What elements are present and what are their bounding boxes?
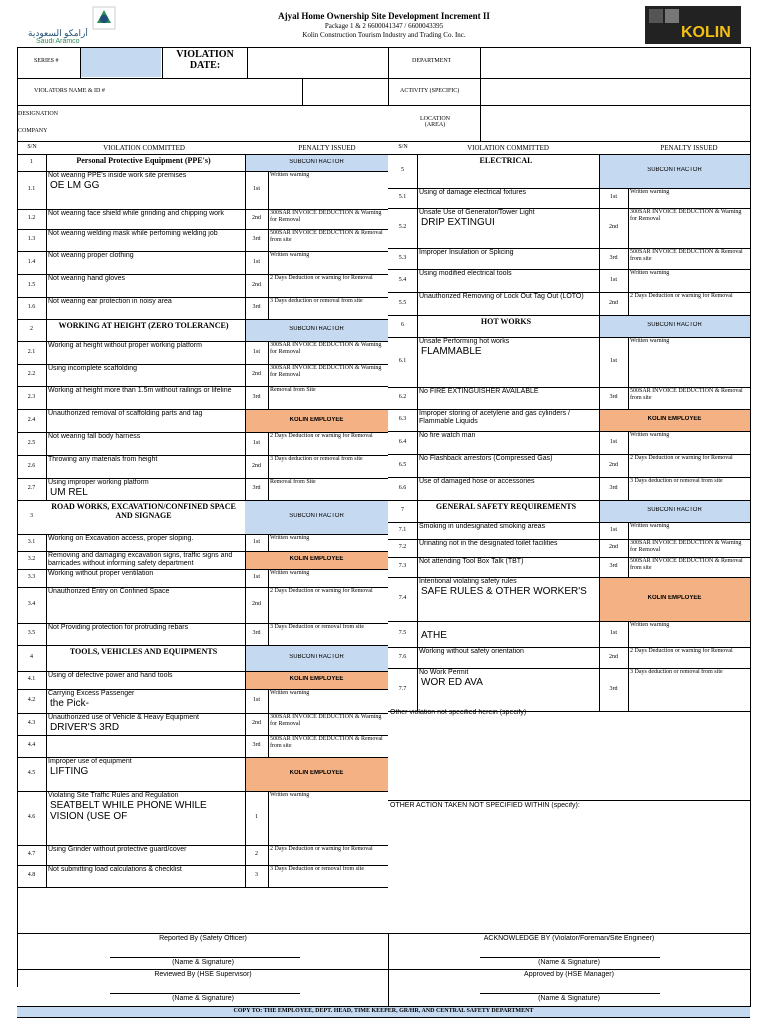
row-tier: 2nd xyxy=(252,720,261,726)
row-violation-text: Using modified electrical tools xyxy=(419,270,512,277)
row-sn: 5.1 xyxy=(398,194,407,200)
row-tier: 1st xyxy=(252,574,260,580)
row-violation-text: Working on Excavation access, proper sloping. xyxy=(48,535,194,542)
section-title: WORKING AT HEIGHT (ZERO TOLERANCE) xyxy=(58,321,229,330)
violators-name-label: VIOLATORS NAME & ID # xyxy=(34,88,105,94)
row-violation-text: No Work Permit xyxy=(419,669,469,676)
row-sn: 6.3 xyxy=(398,416,407,422)
row-violation-text: Not wearing ear protection in noisy area xyxy=(48,298,172,305)
row-sn: 1.4 xyxy=(27,258,36,265)
acknowledge-by-label: ACKNOWLEDGE BY (Violator/Foreman/Site Engineer) xyxy=(483,935,655,942)
row-sn: 4.6 xyxy=(27,814,36,820)
row-violation-text: Improper Insulation or Splicing xyxy=(419,249,514,256)
row-violation-text: Not wearing face shield while grinding and chipping work xyxy=(48,210,224,217)
row-sn: 4.7 xyxy=(27,851,36,857)
row-tier: 1st xyxy=(252,439,260,446)
kolin-logo xyxy=(645,6,741,44)
header-company: Kolin Construction Tourism Industry and Trading Co. Inc. xyxy=(302,31,466,39)
designation-label: DESIGNATION xyxy=(18,111,58,117)
reviewed-by-label: Reviewed By (HSE Supervisor) xyxy=(154,971,252,978)
row-tier: 3 xyxy=(255,872,258,878)
row-tier: 1st xyxy=(252,697,260,703)
row-violation-text: Unauthorized use of Vehicle & Heavy Equipment xyxy=(48,714,199,721)
sn-header-left: S/N xyxy=(27,144,37,150)
row-tier: 2nd xyxy=(252,601,261,607)
row-sn: 5.4 xyxy=(398,276,407,283)
other-violation-label: Other violation not specified herein (specify) xyxy=(390,709,527,716)
row-sn: 7.2 xyxy=(398,544,407,550)
row-penalty: 2 Days Deduction or warning for Removal xyxy=(630,648,733,654)
row-sn: 4.8 xyxy=(27,872,36,878)
row-sn: 1.6 xyxy=(27,304,36,310)
section-title: GENERAL SAFETY REQUIREMENTS xyxy=(435,502,577,511)
row-sn: 2.1 xyxy=(27,348,36,355)
row-tier: 3rd xyxy=(609,685,618,692)
row-sn: 4.5 xyxy=(27,770,36,776)
row-violation-text: Violating Site Traffic Rules and Regulation xyxy=(48,792,179,799)
row-sn: 7.4 xyxy=(398,595,407,601)
row-violation-text: Use of damaged hose or accessories xyxy=(419,478,535,485)
row-sn: 3.5 xyxy=(27,630,36,636)
section-title: ELECTRICAL xyxy=(479,156,533,165)
row-penalty: Written warning xyxy=(270,535,310,541)
row-tier: 3rd xyxy=(609,484,618,491)
row-sn: 7.5 xyxy=(398,630,407,636)
subcontractor-label: SUBCONTRACTOR xyxy=(647,507,702,513)
row-penalty: 3 Days Deduction or removal from site xyxy=(270,866,364,872)
row-penalty: Written warning xyxy=(630,622,670,628)
kolin-logo-text: KOLIN xyxy=(681,24,731,41)
row-tier: 2nd xyxy=(252,215,261,221)
row-sn: 2.4 xyxy=(27,416,36,423)
row-sn: 4.4 xyxy=(27,742,36,748)
violation-header-left: VIOLATION COMMITTED xyxy=(103,144,185,152)
row-tier: 3rd xyxy=(252,304,261,310)
section-number: 2 xyxy=(30,326,33,332)
row-tier: 1st xyxy=(252,186,260,192)
row-sn: 6.2 xyxy=(398,394,407,400)
penalty-header-left: PENALTY ISSUED xyxy=(298,144,356,152)
row-violation-text: Not wearing hand gloves xyxy=(48,275,126,282)
row-violation-text: Intentional violating safety rules xyxy=(419,578,517,585)
row-tier: 3rd xyxy=(252,393,261,400)
aramco-arabic: أرامكو السعودية xyxy=(28,28,88,38)
subcontractor-label: SUBCONTRACTOR xyxy=(289,158,344,165)
row-violation-text: Unsafe Performing hot works xyxy=(419,338,510,345)
location-label: LOCATION (AREA) xyxy=(420,116,450,128)
row-penalty: Written warning xyxy=(630,270,670,276)
row-sn: 3.1 xyxy=(27,538,36,545)
row-violation-text: Not wearing proper clothing xyxy=(48,252,134,259)
row-tier: 2nd xyxy=(609,653,618,660)
row-penalty: 2 Days Deduction or warning for Removal xyxy=(270,588,373,594)
row-checkbox-options[interactable]: SAFE RULES & OTHER WORKER'S xyxy=(421,586,587,597)
subcontractor-label: SUBCONTRACTOR xyxy=(289,654,344,660)
section-number: 4 xyxy=(30,654,33,660)
row-sn: 5.5 xyxy=(398,299,407,306)
row-sn: 1.5 xyxy=(27,281,36,288)
row-sn: 2.3 xyxy=(27,393,36,400)
department-label: DEPARTMENT xyxy=(412,58,452,64)
row-tier: 1st xyxy=(609,438,617,445)
row-violation-text: Not submitting load calculations & checklist xyxy=(48,866,182,873)
row-checkbox-options[interactable]: WOR ED AVA xyxy=(421,677,483,688)
kolin-employee-label: KOLIN EMPLOYEE xyxy=(289,676,344,682)
row-sn: 2.7 xyxy=(27,485,36,491)
row-tier: 3rd xyxy=(252,236,261,242)
row-penalty: 300SAR INVOICE DEDUCTION & Warning for Removal xyxy=(270,714,382,727)
row-penalty: Written warning xyxy=(270,252,310,258)
row-sn: 1.2 xyxy=(27,215,36,221)
row-sn: 3.2 xyxy=(27,556,36,562)
row-tier: 2 xyxy=(255,851,258,857)
row-tier: 2nd xyxy=(609,544,618,550)
section-number: 1 xyxy=(30,158,33,165)
row-sn: 3.3 xyxy=(27,574,36,580)
row-penalty: 300SAR INVOICE DEDUCTION & Warning for Removal xyxy=(270,365,382,378)
row-violation-text: Removing and damaging excavation signs, traffic signs and barricades without informing safety department xyxy=(48,552,233,567)
row-penalty: 300SAR INVOICE DEDUCTION & Warning for Removal xyxy=(630,540,742,553)
row-sn: 2.2 xyxy=(27,371,36,377)
row-violation-text: Smoking in undesignated smoking areas xyxy=(419,523,546,530)
row-penalty: Written warning xyxy=(270,792,310,798)
row-penalty: Written warning xyxy=(270,570,310,576)
row-sn: 2.5 xyxy=(27,439,36,446)
row-checkbox-options[interactable]: LIFTING xyxy=(50,766,89,777)
row-sn: 1.3 xyxy=(27,236,36,242)
row-sn: 4.2 xyxy=(27,697,36,703)
row-violation-text: Not attending Tool Box Talk (TBT) xyxy=(419,558,524,565)
header-title: Ajyal Home Ownership Site Development Increment II xyxy=(278,11,490,21)
row-violation-text: Improper storing of acetylene and gas cylinders / Flammable Liquids xyxy=(419,410,570,425)
approved-by-label: Approved by (HSE Manager) xyxy=(524,971,614,978)
header-package: Package 1 & 2 6600041347 / 6600043395 xyxy=(324,22,444,30)
other-violation-field[interactable] xyxy=(389,718,749,798)
row-sn: 4.3 xyxy=(27,720,36,726)
row-penalty: 300SAR INVOICE DEDUCTION & Warning for Removal xyxy=(630,209,742,222)
row-penalty: Removal from Site xyxy=(270,479,316,485)
row-tier: 1st xyxy=(609,358,617,364)
row-violation-text: Using of damage electrical fixtures xyxy=(419,189,526,196)
row-penalty: 2 Days Deduction or warning for Removal xyxy=(630,293,733,299)
row-violation-text: Working without proper ventilation xyxy=(48,570,154,577)
row-violation-text: Working without safety orientation xyxy=(419,648,524,655)
row-penalty: 3 Days deduction or removal from site xyxy=(630,669,723,675)
row-checkbox-options[interactable]: DRIVER'S 3RD xyxy=(50,722,120,733)
row-sn: 7.6 xyxy=(398,653,407,660)
row-violation-text: Not wearing welding mask while perfoming welding job xyxy=(48,230,218,237)
row-sn: 6.5 xyxy=(398,461,407,468)
row-penalty: Removal from Site xyxy=(270,387,316,393)
row-penalty: Written warning xyxy=(630,189,670,195)
row-sn: 7.3 xyxy=(398,563,407,569)
row-tier: 3rd xyxy=(609,254,618,261)
row-penalty: 3 Days deduction or removal from site xyxy=(270,456,363,462)
row-tier: 3rd xyxy=(609,394,618,400)
row-tier: 2nd xyxy=(609,299,618,306)
series-input[interactable] xyxy=(81,48,161,77)
violation-header-right: VIOLATION COMMITTED xyxy=(467,144,549,152)
row-violation-text: No Flashback arrestors (Compressed Gas) xyxy=(419,455,553,462)
row-violation-text: Working at height more than 1.5m without railings or lifeline xyxy=(48,387,232,394)
row-violation-text: Carrying Excess Passenger xyxy=(48,690,135,697)
section-title: ROAD WORKS, EXCAVATION/CONFINED SPACE AND SIGNAGE xyxy=(51,502,236,520)
row-sn: 1.1 xyxy=(27,186,36,192)
aramco-logo xyxy=(18,5,138,43)
section-number: 7 xyxy=(401,507,404,513)
row-penalty: 2 Days Deduction or warning for Removal xyxy=(630,455,733,461)
row-penalty: 500SAR INVOICE DEDUCTION & Removal from site xyxy=(630,388,743,401)
row-checkbox-options[interactable]: DRIP EXTINGUI xyxy=(421,217,495,228)
other-action-field[interactable] xyxy=(389,812,749,932)
subcontractor-label: SUBCONTRACTOR xyxy=(647,167,702,173)
row-violation-text: Unauthorized removal of scaffolding parts and tag xyxy=(48,410,203,417)
row-penalty: 3 Days deduction or removal from site xyxy=(270,298,363,304)
row-tier: 1st xyxy=(252,258,260,265)
other-action-label: OTHER ACTION TAKEN NOT SPECIFIED WITHIN (specify): xyxy=(390,802,580,809)
row-penalty: Written warning xyxy=(270,172,310,178)
section-number: 5 xyxy=(401,167,404,173)
acknowledge-name-signature: (Name & Signature) xyxy=(538,959,600,966)
row-tier: 3rd xyxy=(252,742,261,748)
row-penalty: 3 Days Deduction or removal from site xyxy=(270,624,364,630)
row-penalty: 3 Days deduction or removal from site xyxy=(630,478,723,484)
row-tier: 1st xyxy=(252,538,260,545)
aramco-logo-icon xyxy=(91,5,117,31)
row-penalty: Written warning xyxy=(630,432,670,438)
row-sn: 5.2 xyxy=(398,224,407,230)
row-violation-text: Using Grinder without protective guard/cover xyxy=(48,846,187,853)
row-penalty: 300SAR INVOICE DEDUCTION & Warning for Removal xyxy=(270,210,382,223)
row-penalty: Written warning xyxy=(630,523,670,529)
row-sn: 6.4 xyxy=(398,438,407,445)
activity-label: ACTIVITY (SPECIFIC) xyxy=(400,88,460,94)
row-sn: 4.1 xyxy=(27,676,36,682)
row-tier: 1 xyxy=(255,814,258,820)
kolin-employee-label: KOLIN EMPLOYEE xyxy=(289,416,344,423)
kolin-employee-label: KOLIN EMPLOYEE xyxy=(289,556,344,562)
row-violation-text: Unauthorized Removing of Lock Out Tag Out (LOTO) xyxy=(419,293,584,300)
row-violation-text: Not wearing PPE's inside work site premises xyxy=(48,172,187,179)
row-checkbox-options[interactable]: the Pick- xyxy=(50,698,89,709)
row-violation-text: No FIRE EXTINGUISHER AVAILABLE xyxy=(419,388,539,395)
row-violation-text: Urinating not in the designated toilet facilities xyxy=(419,540,558,547)
row-tier: 1st xyxy=(609,630,617,636)
section-title: HOT WORKS xyxy=(480,317,532,326)
row-penalty: 500SAR INVOICE DEDUCTION & Removal from site xyxy=(270,736,383,749)
kolin-employee-label: KOLIN EMPLOYEE xyxy=(647,595,702,601)
row-sn: 6.6 xyxy=(398,484,407,491)
company-label: COMPANY xyxy=(18,128,48,134)
row-checkbox-options[interactable]: OE LM GG xyxy=(50,180,100,191)
subcontractor-label: SUBCONTRACTOR xyxy=(289,326,344,332)
row-violation-text: Using incomplete scaffolding xyxy=(48,365,137,372)
row-violation-text: Unauthorized Entry on Confined Space xyxy=(48,588,170,595)
kolin-employee-label: KOLIN EMPLOYEE xyxy=(647,416,702,422)
section-number: 6 xyxy=(401,322,404,328)
row-tier: 2nd xyxy=(252,281,261,288)
row-checkbox-options[interactable]: FLAMMABLE xyxy=(421,346,482,357)
row-penalty: 2 Days Deduction or warning for Removal xyxy=(270,433,373,439)
row-sn: 3.4 xyxy=(27,601,36,607)
row-sn: 2.6 xyxy=(27,462,36,469)
row-penalty: 500SAR INVOICE DEDUCTION & Removal from site xyxy=(270,230,383,243)
series-label: SERIES # xyxy=(34,58,59,64)
row-penalty: 300SAR INVOICE DEDUCTION & Warning for Removal xyxy=(270,342,382,355)
row-violation-text: Not Providing protection for protruding rebars xyxy=(48,624,189,631)
row-penalty: 500SAR INVOICE DEDUCTION & Removal from site xyxy=(630,249,743,262)
row-checkbox-options[interactable]: SEATBELT WHILE PHONE WHILE VISION (USE OF xyxy=(50,800,207,822)
row-sn: 7.1 xyxy=(398,526,407,533)
row-tier: 3rd xyxy=(252,485,261,491)
row-penalty: 2 Days Deduction or warning for Removal xyxy=(270,275,373,281)
section-title: Personal Protective Equipment (PPE's) xyxy=(76,156,211,165)
reported-by-label: Reported By (Safety Officer) xyxy=(159,935,247,942)
kolin-employee-label: KOLIN EMPLOYEE xyxy=(289,770,344,776)
row-violation-text: Using improper working platform xyxy=(48,479,149,486)
sn-header-right: S/N xyxy=(398,144,408,150)
row-tier: 3rd xyxy=(609,563,618,569)
row-tier: 1st xyxy=(252,348,260,355)
reported-name-signature: (Name & Signature) xyxy=(172,959,234,966)
row-tier: 1st xyxy=(609,194,617,200)
row-tier: 1st xyxy=(609,526,617,533)
section-number: 3 xyxy=(30,513,33,519)
row-tier: 3rd xyxy=(252,630,261,636)
row-violation-text: Not wearing fall body harness xyxy=(48,433,141,440)
approved-name-signature: (Name & Signature) xyxy=(538,995,600,1002)
row-violation-text: Using of defective power and hand tools xyxy=(48,672,173,679)
row-checkbox-options[interactable]: ATHE xyxy=(421,630,447,641)
section-title: TOOLS, VEHICLES AND EQUIPMENTS xyxy=(69,647,218,656)
row-penalty: Written warning xyxy=(270,690,310,696)
row-sn: 5.3 xyxy=(398,254,407,261)
row-tier: 2nd xyxy=(252,462,261,469)
row-violation-text: Working at height without proper working platform xyxy=(48,342,202,349)
row-tier: 2nd xyxy=(609,461,618,468)
row-tier: 2nd xyxy=(609,224,618,230)
row-sn: 7.7 xyxy=(398,685,407,692)
row-penalty: 2 Days Deduction or warning for Removal xyxy=(270,846,373,852)
row-sn: 6.1 xyxy=(398,358,407,364)
aramco-english: Saudi Aramco xyxy=(36,38,80,45)
row-tier: 1st xyxy=(609,276,617,283)
header xyxy=(0,0,768,47)
footer-copy-to: COPY TO: THE EMPLOYEE, DEPT. HEAD, TIME KEEPER, GR/HR, AND CENTRAL SAFETY DEPARTMENT xyxy=(233,1008,534,1014)
row-checkbox-options[interactable]: UM REL xyxy=(50,487,88,498)
row-violation-text: Throwing any materials from height xyxy=(48,456,158,463)
row-violation-text: No fire watch man xyxy=(419,432,476,439)
row-penalty: 500SAR INVOICE DEDUCTION & Removal from site xyxy=(630,558,743,571)
penalty-header-right: PENALTY ISSUED xyxy=(660,144,718,152)
violation-date-label: VIOLATION DATE: xyxy=(176,49,234,71)
row-violation-text: Improper use of equipment xyxy=(48,758,132,765)
subcontractor-label: SUBCONTRACTOR xyxy=(289,513,344,519)
row-tier: 2nd xyxy=(252,371,261,377)
row-violation-text: Unsafe Use of Generator/Tower Light xyxy=(419,209,535,216)
row-penalty: Written warning xyxy=(630,338,670,344)
reviewed-name-signature: (Name & Signature) xyxy=(172,995,234,1002)
subcontractor-label: SUBCONTRACTOR xyxy=(647,322,702,328)
